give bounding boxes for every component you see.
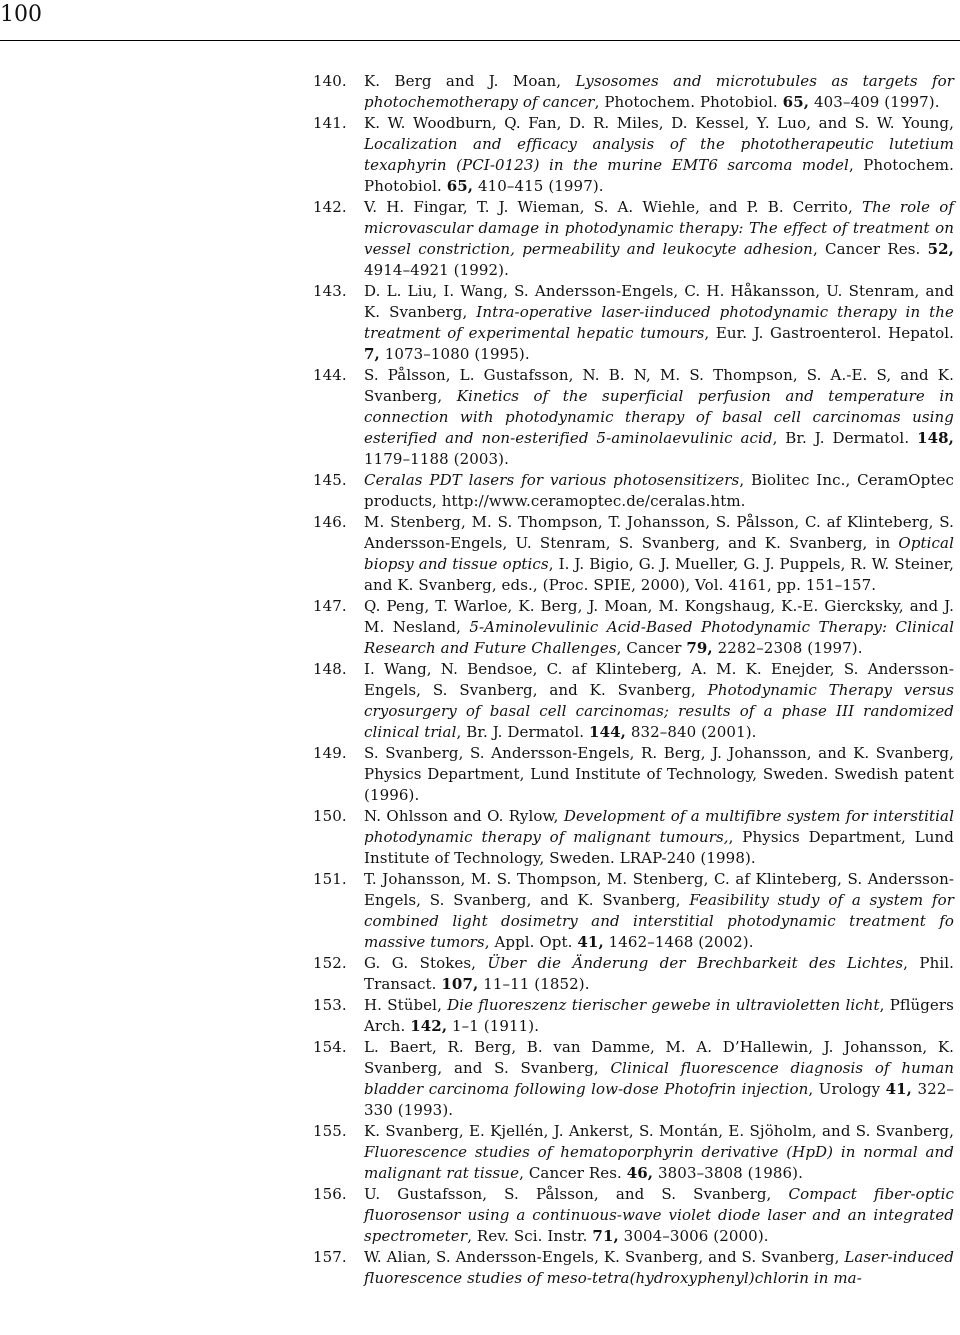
reference-entry <box>313 1247 954 1289</box>
reference-text: , Physics Department, Lund Institute of Technology, Sweden. LRAP-240 (1998). <box>364 828 954 867</box>
reference-text: M. Stenberg, M. S. Thompson, T. Johansson, S. Pålsson, C. af Klinteberg, S. Andersson-Engels, U. Stenram, S. Svanberg, and K. Svanberg, in <box>364 513 954 552</box>
reference-title: Laser-induced fluorescence studies of meso-tetra(hydroxyphenyl)chlorin in ma- <box>364 1248 954 1287</box>
reference-volume: 65, <box>782 93 810 111</box>
reference-text: 1–1 (1911). <box>447 1017 540 1035</box>
reference-volume: 107, <box>441 975 479 993</box>
reference-entry <box>313 806 954 869</box>
reference-entry <box>313 281 954 365</box>
reference-text: , Eur. J. Gastroenterol. Hepatol. <box>704 324 954 342</box>
reference-text: , Br. J. Dermatol. <box>456 723 590 741</box>
reference-text: T. Johansson, M. S. Thompson, M. Stenberg, C. af Klinteberg, S. Andersson-Engels, S. Svanberg, and K. Svanberg, <box>364 870 954 909</box>
reference-title: Fluorescence studies of hematoporphyrin derivative (HpD) in normal and malignant rat tissue <box>364 1143 954 1182</box>
reference-title: Compact fiber-optic fluorosensor using a continuous-wave violet diode laser and an integrated spectrometer <box>364 1185 954 1245</box>
reference-text: 3004–3006 (2000). <box>618 1227 769 1245</box>
reference-number: 152. <box>313 954 347 972</box>
reference-text: 322–330 (1993). <box>364 1080 954 1119</box>
reference-text: Q. Peng, T. Warloe, K. Berg, J. Moan, M. Kongshaug, K.-E. Giercksky, and J. M. Nesland, <box>364 597 954 636</box>
reference-number: 140. <box>313 72 347 90</box>
reference-text: , Appl. Opt. <box>484 933 578 951</box>
reference-text: 4914–4921 (1992). <box>364 261 509 279</box>
reference-title: Kinetics of the superficial perfusion and temperature in connection with photodynamic therapy of basal cell carcinomas using esterified and non-esterified 5-aminolaevulinic acid <box>364 387 954 447</box>
reference-entry <box>313 197 954 281</box>
reference-text: , Photochem. Photobiol. <box>594 93 783 111</box>
reference-text: I. Wang, N. Bendsoe, C. af Klinteberg, A. M. K. Enejder, S. Andersson-Engels, S. Svanberg, and K. Svanberg, <box>364 660 954 699</box>
reference-entry <box>313 743 954 806</box>
reference-number: 156. <box>313 1185 347 1203</box>
reference-title: Localization and efficacy analysis of the phototherapeutic lutetium texaphyrin (PCI-0123) in the murine EMT6 sarcoma model <box>364 135 954 174</box>
reference-title: 5-Aminolevulinic Acid-Based Photodynamic Therapy: Clinical Research and Future Challenges <box>364 618 954 657</box>
reference-entry <box>313 995 954 1037</box>
reference-text: W. Alian, S. Andersson-Engels, K. Svanberg, and S. Svanberg, <box>364 1248 845 1266</box>
reference-number: 147. <box>313 597 347 615</box>
reference-text: K. W. Woodburn, Q. Fan, D. R. Miles, D. Kessel, Y. Luo, and S. W. Young, <box>364 114 954 132</box>
reference-text: , Rev. Sci. Instr. <box>467 1227 593 1245</box>
reference-number: 150. <box>313 807 347 825</box>
reference-text: G. G. Stokes, <box>364 954 488 972</box>
reference-text: 1179–1188 (2003). <box>364 450 509 468</box>
reference-entry <box>313 869 954 953</box>
reference-number: 141. <box>313 114 347 132</box>
reference-text: , Biolitec Inc., CeramOptec products, http://www.ceramoptec.de/ceralas.htm. <box>364 471 954 510</box>
reference-number: 157. <box>313 1248 347 1266</box>
reference-text: 410–415 (1997). <box>473 177 604 195</box>
reference-text: 832–840 (2001). <box>625 723 757 741</box>
reference-volume: 79, <box>686 639 713 657</box>
reference-entry <box>313 1121 954 1184</box>
reference-title: Über die Änderung der Brechbarkeit des Lichtes <box>487 954 904 972</box>
reference-title: Ceralas PDT lasers for various photosensitizers <box>364 471 740 489</box>
reference-number: 151. <box>313 870 347 888</box>
reference-text: 2282–2308 (1997). <box>712 639 863 657</box>
reference-text: 1073–1080 (1995). <box>379 345 530 363</box>
reference-entry <box>313 470 954 512</box>
reference-title: Photodynamic Therapy versus cryosurgery of basal cell carcinomas; results of a phase III randomized clinical trial <box>364 681 954 741</box>
reference-entry <box>313 596 954 659</box>
reference-text: U. Gustafsson, S. Pålsson, and S. Svanberg, <box>364 1185 789 1203</box>
reference-text: L. Baert, R. Berg, B. van Damme, M. A. D’Hallewin, J. Johansson, K. Svanberg, and S. Svanberg, <box>364 1038 954 1077</box>
reference-title: Optical biopsy and tissue optics <box>364 534 954 573</box>
reference-number: 155. <box>313 1122 347 1140</box>
reference-entry <box>313 1184 954 1247</box>
reference-title: Lysosomes and microtubules as targets for photochemotherapy of cancer <box>364 72 954 111</box>
reference-entry <box>313 71 954 113</box>
reference-volume: 46, <box>626 1164 654 1182</box>
reference-volume: 7, <box>364 345 380 363</box>
reference-text: 1462–1468 (2002). <box>603 933 754 951</box>
reference-text: V. H. Fingar, T. J. Wieman, S. A. Wiehle, and P. B. Cerrito, <box>364 198 862 216</box>
reference-text: , I. J. Bigio, G. J. Mueller, G. J. Puppels, R. W. Steiner, and K. Svanberg, eds., (Proc. SPIE, 2000), Vol. 4161, pp. 151–157. <box>364 555 954 594</box>
reference-volume: 41, <box>577 933 604 951</box>
reference-text: , Cancer Res. <box>519 1164 627 1182</box>
reference-volume: 41, <box>885 1080 913 1098</box>
reference-text: N. Ohlsson and O. Rylow, <box>364 807 564 825</box>
reference-volume: 142, <box>410 1017 448 1035</box>
reference-text: , Phil. Transact. <box>364 954 954 993</box>
reference-text: K. Svanberg, E. Kjellén, J. Ankerst, S. Montán, E. Sjöholm, and S. Svanberg, <box>364 1122 954 1140</box>
reference-text: 3803–3808 (1986). <box>653 1164 803 1182</box>
reference-number: 144. <box>313 366 347 384</box>
reference-text: S. Pålsson, L. Gustafsson, N. B. N, M. S. Thompson, S. A.-E. S, and K. Svanberg, <box>364 366 954 405</box>
reference-volume: 144, <box>589 723 626 741</box>
reference-title: The role of microvascular damage in photodynamic therapy: The effect of treatment on vessel constriction, permeability and leukocyte adhesion <box>364 198 954 258</box>
reference-number: 149. <box>313 744 347 762</box>
reference-entry <box>313 512 954 596</box>
reference-volume: 65, <box>446 177 474 195</box>
header-rule <box>0 40 960 41</box>
reference-number: 148. <box>313 660 347 678</box>
reference-text: , Br. J. Dermatol. <box>772 429 918 447</box>
reference-entry <box>313 953 954 995</box>
reference-text: , Photochem. Photobiol. <box>364 156 954 195</box>
reference-title: Development of a multifibre system for interstitial photodynamic therapy of malignant tumours, <box>364 807 954 846</box>
reference-entry <box>313 365 954 470</box>
page-number: 100 <box>0 2 42 27</box>
reference-volume: 71, <box>592 1227 619 1245</box>
reference-text: 403–409 (1997). <box>809 93 940 111</box>
reference-title: Die fluoreszenz tierischer gewebe in ultravioletten licht <box>447 996 880 1014</box>
reference-volume: 52, <box>927 240 955 258</box>
reference-volume: 148, <box>917 429 954 447</box>
reference-title: Clinical fluorescence diagnosis of human bladder carcinoma following low-dose Photofrin injection <box>364 1059 954 1098</box>
reference-number: 142. <box>313 198 347 216</box>
reference-text: , Pflügers Arch. <box>364 996 954 1035</box>
reference-text: D. L. Liu, I. Wang, S. Andersson-Engels, C. H. Håkansson, U. Stenram, and K. Svanberg, <box>364 282 954 321</box>
reference-entry <box>313 659 954 743</box>
reference-number: 146. <box>313 513 347 531</box>
reference-text: 11–11 (1852). <box>478 975 590 993</box>
reference-number: 154. <box>313 1038 347 1056</box>
reference-text: , Urology <box>808 1080 886 1098</box>
reference-number: 153. <box>313 996 347 1014</box>
reference-list <box>313 71 954 1289</box>
reference-entry <box>313 1037 954 1121</box>
reference-text: S. Svanberg, S. Andersson-Engels, R. Berg, J. Johansson, and K. Svanberg, Physics Department, Lund Institute of Technology, Sweden. Swedish patent (1996). <box>364 744 954 804</box>
reference-entry <box>313 113 954 197</box>
reference-text: H. Stübel, <box>364 996 448 1014</box>
reference-text: , Cancer <box>616 639 687 657</box>
reference-number: 145. <box>313 471 347 489</box>
reference-title: Feasibility study of a system for combined light dosimetry and interstitial photodynamic treatment fo massive tumors <box>364 891 954 951</box>
reference-title: Intra-operative laser-iinduced photodynamic therapy in the treatment of experimental hepatic tumours <box>364 303 954 342</box>
reference-text: , Cancer Res. <box>812 240 928 258</box>
reference-number: 143. <box>313 282 347 300</box>
reference-text: K. Berg and J. Moan, <box>364 72 576 90</box>
